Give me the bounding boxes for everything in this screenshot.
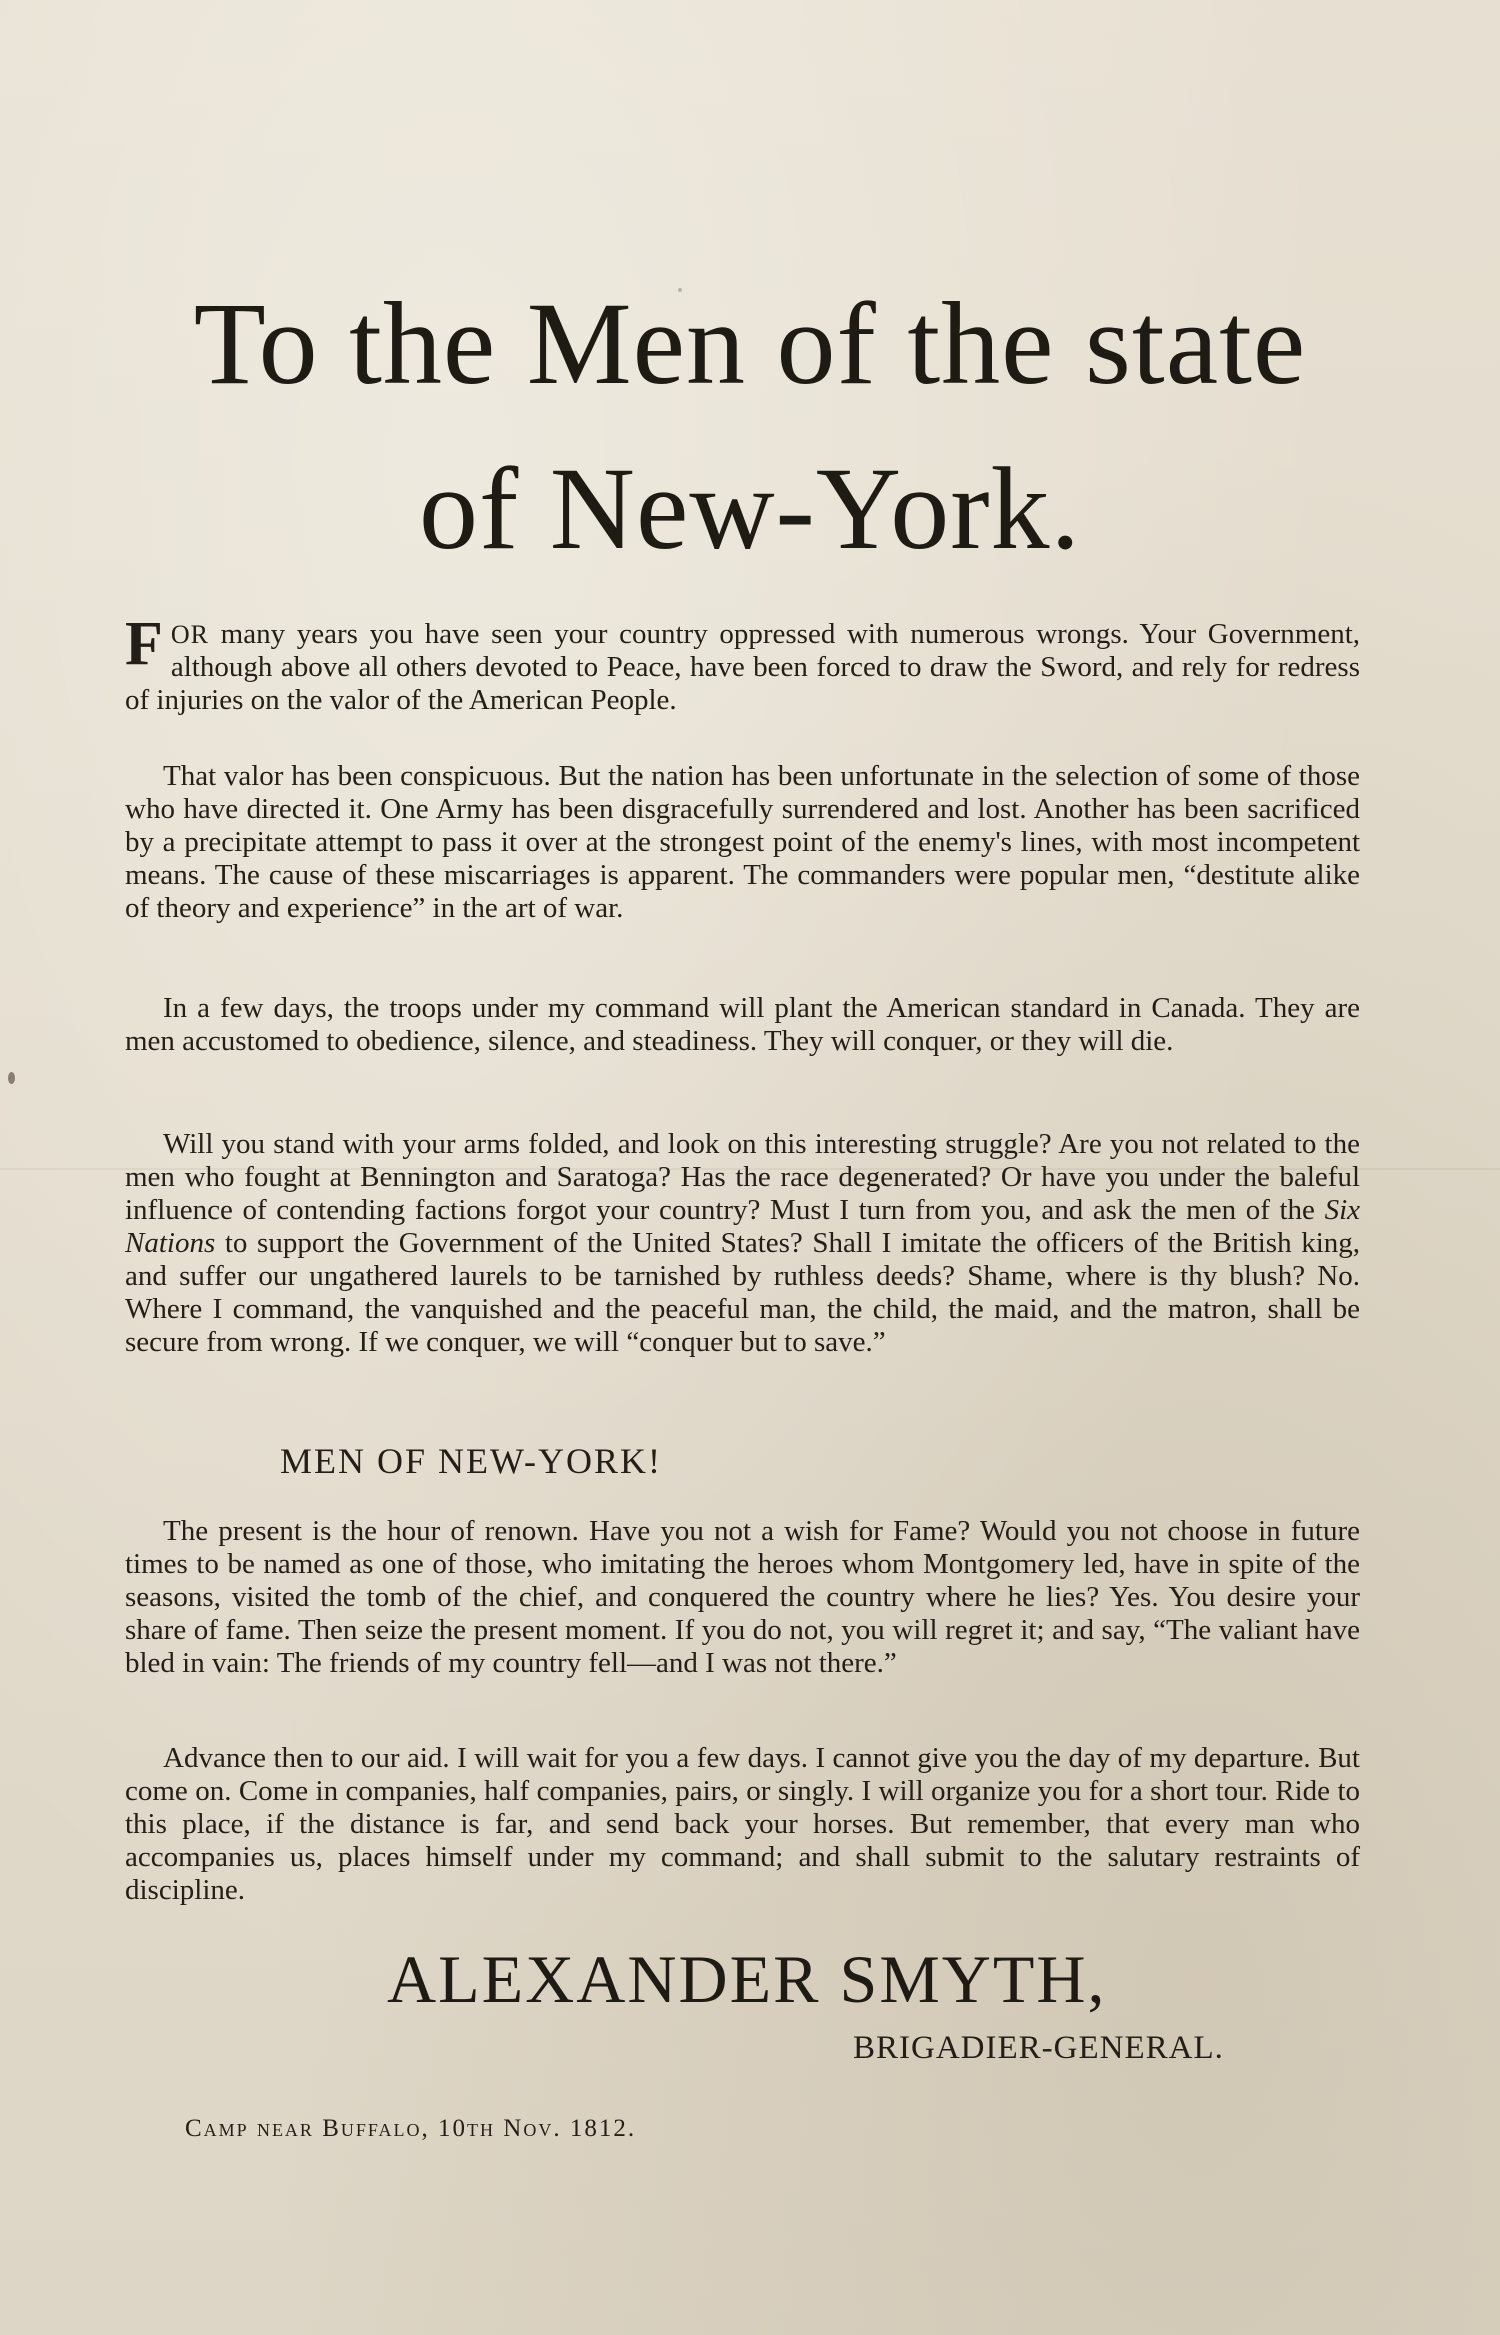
drop-cap: F [125, 610, 163, 678]
six-nations-italic: Six Nations [125, 1194, 1360, 1259]
paragraph-2: That valor has been conspicuous. But the nation has been unfortunate in the selection of some of those who have directed it. One Army has been disgracefully surrendered and lost. Another has been sacrificed by a precipitate attempt to pass it over at the strongest point of the enemy's lines, with most incompetent means. The cause of these miscarriages is apparent. The commanders were popular men, “destitute alike of theory and experience” in the art of war. [125, 760, 1360, 924]
paragraph-4-part-2: to support the Government of the United States? Shall I imitate the officers of the British king, and suffer our ungathered laurels to be tarnished by ruthless deeds? Shame, where is thy blush? No. Where I command, the vanquished and the peaceful man, the child, the maid, and the matron, shall be secure from wrong. If we conquer, we will “conquer but to save.” [125, 1227, 1360, 1358]
title-line-1: To the Men of the state [193, 278, 1307, 409]
paragraph-6: Advance then to our aid. I will wait for you a few days. I cannot give you the day of my departure. But come on. Come in companies, half companies, pairs, or singly. I will organize you for a short tour. Ride to this place, if the distance is far, and send back your horses. But remember, that every man who accompanies us, places himself under my command; and shall submit to the salutary restraints of discipline. [125, 1742, 1360, 1906]
signature-name: ALEXANDER SMYTH, [387, 1941, 1107, 2017]
title-line-2: of New-York. [418, 443, 1082, 574]
paragraph-1-text: many years you have seen your country oppressed with numerous wrongs. Your Government, although above all others devoted to Peace, have been forced to draw the Sword, and rely for redress of injuries on the valor of the American People. [125, 618, 1360, 716]
paragraph-3: In a few days, the troops under my command will plant the American standard in Canada. They are men accustomed to obedience, silence, and steadiness. They will conquer, or they will die. [125, 992, 1360, 1057]
paragraph-1-lead: OR [170, 620, 209, 649]
section-heading: MEN OF NEW-YORK! [280, 1441, 662, 1481]
paragraph-4 [125, 1128, 1360, 1359]
paper-speck [8, 1072, 15, 1084]
signature-rank: BRIGADIER-GENERAL. [853, 2030, 1224, 2066]
dateline: Camp near Buffalo, 10th Nov. 1812. [185, 2115, 637, 2142]
paragraph-1 [125, 610, 1360, 717]
paragraph-4-part-1: Will you stand with your arms folded, and look on this interesting struggle? Are you not related to the men who fought at Bennington and Saratoga? Has the race degenerated? Or have you under the baleful influence of contending factions forgot your country? Must I turn from you, and ask the men of the [125, 1128, 1360, 1226]
paragraph-5: The present is the hour of renown. Have you not a wish for Fame? Would you not choose in future times to be named as one of those, who imitating the heroes whom Montgomery led, have in spite of the seasons, visited the tomb of the chief, and conquered the country where he lies? Yes. You desire your share of fame. Then seize the present moment. If you do not, you will regret it; and say, “The valiant have bled in vain: The friends of my country fell—and I was not there.” [125, 1515, 1360, 1679]
